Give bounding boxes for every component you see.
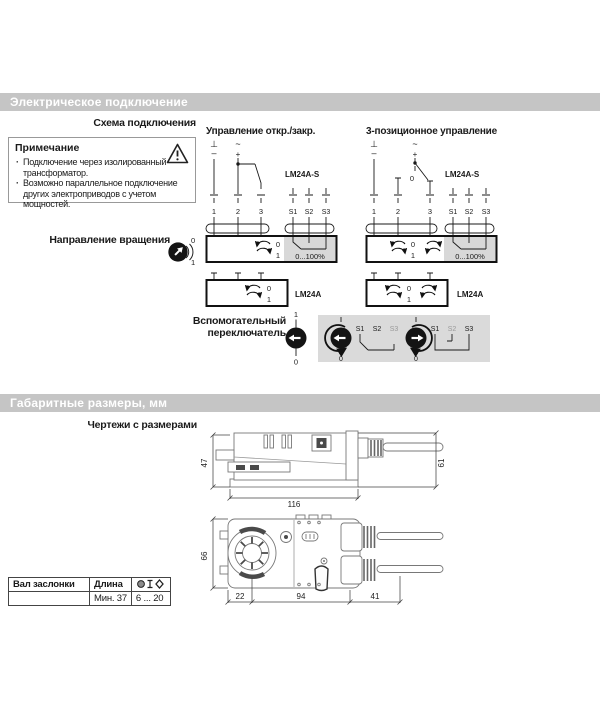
terminal-1: 1 [211, 207, 217, 216]
table-cell-range: 6 ... 20 [131, 592, 170, 606]
aux-switch-diagram [268, 306, 498, 372]
knob-icon [406, 328, 427, 349]
terminal-s2: S2 [464, 209, 474, 216]
range-label: 0...100% [455, 252, 485, 261]
table-header-shape [131, 578, 170, 592]
aux-s3: S3 [389, 326, 399, 333]
label-aux-switch [120, 316, 286, 339]
aux-s2: S2 [447, 326, 457, 333]
model-label-lm24a: LM24A [457, 290, 484, 299]
knob-icon [331, 328, 352, 349]
terminal-3: 3 [427, 207, 433, 216]
rotation-pos-0: 0 [191, 236, 196, 245]
aux-pos-1: 1 [293, 310, 299, 319]
rotation-direction-knob [158, 230, 204, 272]
note-title: Примечание [15, 142, 80, 154]
supply-symbols [210, 139, 241, 159]
terminal-2: 2 [395, 207, 401, 216]
shaft-stub [216, 450, 234, 460]
note-item: · Возможно параллельное подключение других электроприводов с учетом мощностей. [15, 178, 183, 210]
cable-gland [341, 523, 362, 551]
terminal-s3: S3 [481, 209, 491, 216]
ac-symbol: ~ [412, 139, 418, 149]
label-aux-line2: переключатель [207, 326, 286, 339]
knob-icon [164, 238, 191, 265]
wiring-diagram-3position [365, 137, 500, 312]
terminal-s1: S1 [288, 209, 298, 216]
ground-symbol: ⊥ [370, 139, 378, 149]
drawing-side-view [200, 425, 450, 510]
junction-dot [413, 161, 416, 164]
table-cell-min-length: Мин. 37 [90, 592, 132, 606]
rotation-pos-1: 1 [191, 258, 196, 267]
table-cell-empty [9, 592, 90, 606]
pos-1: 1 [410, 251, 416, 260]
pos-0: 0 [410, 240, 416, 249]
dim-66: 66 [200, 551, 209, 561]
universal-clamp [228, 529, 276, 577]
cable [377, 533, 443, 540]
actuator-box-lm24a [367, 273, 448, 306]
terminal-s3: S3 [321, 209, 331, 216]
note-item: · Подключение через изолированный трансформатор. [15, 157, 183, 178]
aux-s1: S1 [355, 326, 365, 333]
connector-oval [285, 224, 334, 233]
section-header-electrical: Электрическое подключение [0, 93, 600, 111]
terminal-numbers [372, 207, 490, 216]
plus-symbol: + [412, 150, 418, 159]
pos-1: 1 [266, 295, 272, 304]
model-label-lm24a-s: LM24A-S [285, 170, 320, 179]
actuator-side-outline [216, 431, 443, 487]
terminal-s1: S1 [448, 209, 458, 216]
label-wiring-scheme: Схема подключения [93, 117, 196, 129]
ac-symbol: ~ [235, 139, 241, 149]
aux-pos-0: 0 [339, 356, 343, 363]
table-header-shaft: Вал заслонки [9, 578, 90, 592]
minus-symbol: – [211, 148, 217, 158]
cable [377, 566, 443, 573]
pos-1: 1 [406, 295, 412, 304]
knob-icon [286, 328, 307, 349]
cable [383, 443, 443, 451]
dim-94: 94 [296, 592, 306, 601]
table-header-length: Длина [90, 578, 132, 592]
aux-s1: S1 [430, 326, 440, 333]
plus-symbol: + [235, 150, 241, 159]
aux-pos-0: 0 [414, 356, 418, 363]
aux-s2: S2 [372, 326, 382, 333]
supply-symbols [370, 139, 418, 159]
dim-22: 22 [235, 592, 245, 601]
svg-defs [0, 0, 1, 1]
pos-0: 0 [406, 284, 412, 293]
model-label-lm24a: LM24A [295, 290, 322, 299]
dim-47: 47 [200, 458, 209, 468]
range-label: 0...100% [295, 252, 325, 261]
diagram1-title: Управление откр./закр. [206, 126, 316, 137]
wiring-diagram-open-close [205, 137, 340, 312]
terminal-2: 2 [235, 207, 241, 216]
terminal-marks [210, 188, 330, 203]
note-box [8, 137, 196, 209]
model-label-lm24a-s: LM24A-S [445, 170, 480, 179]
diagram2-title: 3-позиционное управление [366, 126, 497, 137]
minus-symbol: – [371, 148, 377, 158]
connector-oval [206, 224, 269, 233]
actuator-box-lm24a-s [207, 236, 337, 262]
section-header-dimensions: Габаритные размеры, мм [0, 394, 600, 412]
pos-0: 0 [266, 284, 272, 293]
dim-61: 61 [437, 458, 446, 468]
terminal-3: 3 [258, 207, 264, 216]
terminal-s2: S2 [304, 209, 314, 216]
pos-0: 0 [275, 240, 281, 249]
terminal-numbers [212, 207, 330, 216]
drawing-top-view [200, 512, 450, 612]
aux-knob-main [286, 310, 307, 367]
supply-wires [374, 158, 433, 194]
connector-oval [366, 224, 437, 233]
actuator-top-outline [220, 515, 443, 591]
label-drawings: Чертежи с размерами [87, 419, 197, 431]
ground-symbol: ⊥ [210, 139, 218, 149]
actuator-box-lm24a-s [367, 236, 497, 262]
center-off-label: 0 [409, 174, 415, 183]
terminal-1: 1 [371, 207, 377, 216]
actuator-box-lm24a [207, 273, 288, 306]
connector-oval [445, 224, 494, 233]
warning-triangle-icon [166, 143, 189, 164]
junction-dot [236, 162, 239, 165]
aux-s3: S3 [464, 326, 474, 333]
pos-1: 1 [275, 251, 281, 260]
cable-gland [341, 556, 362, 584]
aux-pos-0: 0 [293, 357, 299, 367]
shaft-round-and-square-icon [136, 579, 164, 589]
cable-gland [358, 438, 368, 458]
shaft-table [8, 577, 171, 606]
label-rotation-direction: Направление вращения [49, 234, 170, 246]
dim-116: 116 [287, 500, 301, 509]
dim-41: 41 [370, 592, 380, 601]
label-aux-line1: Вспомогательный [192, 315, 286, 327]
lever [315, 566, 328, 591]
